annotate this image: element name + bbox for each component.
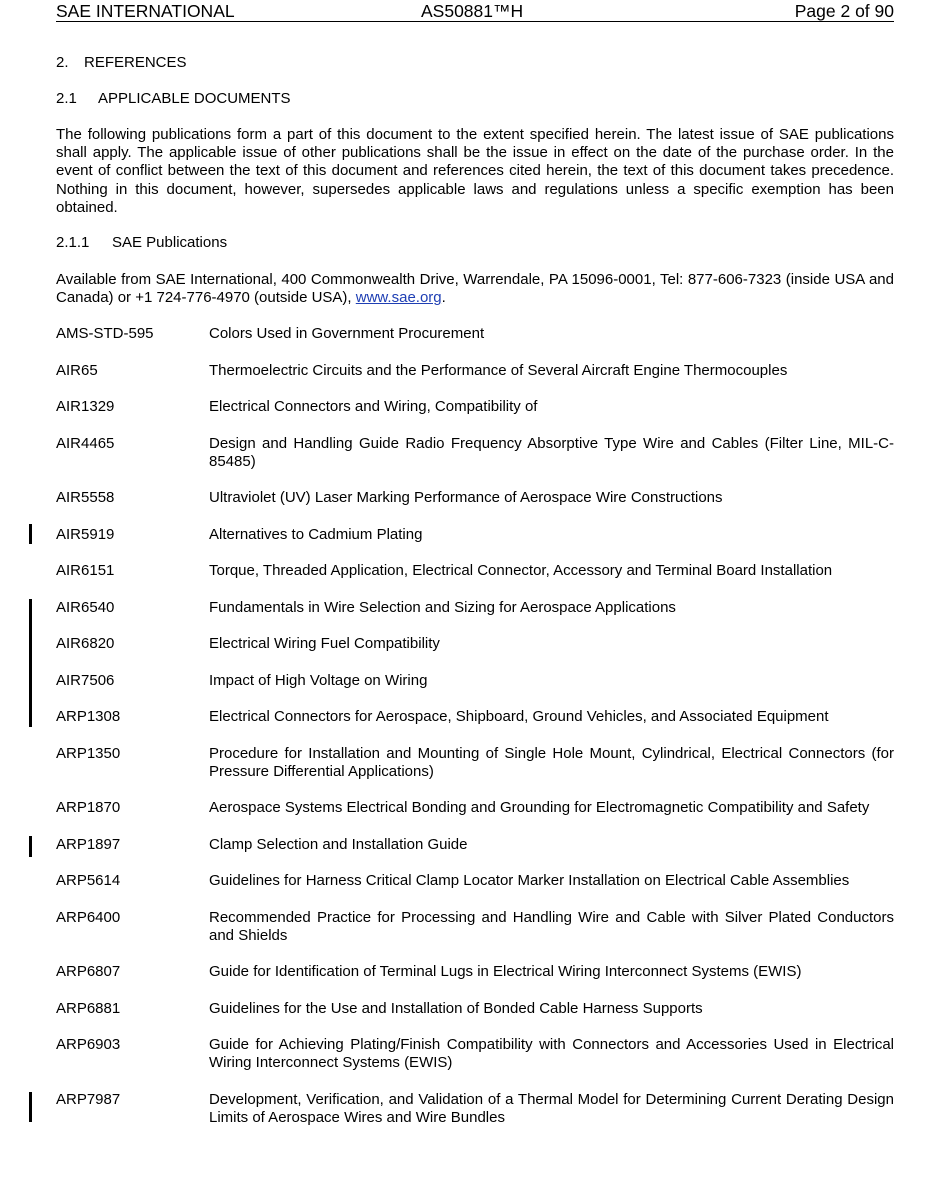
subsection-number: 2.1 [56,90,77,107]
reference-code: AIR6540 [56,599,115,616]
reference-title: Guide for Achieving Plating/Finish Compatibility with Connectors and Accessories Used in Electrical Wiring Interconnect Systems (EWIS) [209,1036,894,1072]
reference-title: Electrical Connectors for Aerospace, Shipboard, Ground Vehicles, and Associated Equipment [209,708,829,725]
availability-period: . [441,289,446,307]
reference-title: Colors Used in Government Procurement [209,325,485,342]
reference-title: Ultraviolet (UV) Laser Marking Performance of Aerospace Wire Constructions [209,489,723,506]
reference-title: Alternatives to Cadmium Plating [209,526,423,543]
reference-code: ARP1897 [56,836,121,853]
reference-code: AIR4465 [56,435,115,452]
reference-code: AIR6151 [56,562,115,579]
reference-title: Electrical Wiring Fuel Compatibility [209,635,440,652]
document-number: AS50881™H [421,1,524,21]
page-number: Page 2 of 90 [794,1,894,21]
reference-title: Aerospace Systems Electrical Bonding and Grounding for Electromagnetic Compatibility and Safety [209,799,870,816]
reference-code: AIR1329 [56,398,115,415]
reference-title: Development, Verification, and Validation of a Thermal Model for Determining Current Derating Design Limits of Aerospace Wires and Wire Bundles [209,1091,894,1127]
reference-title: Clamp Selection and Installation Guide [209,836,468,853]
reference-code: ARP7987 [56,1091,121,1108]
reference-title: Design and Handling Guide Radio Frequency Absorptive Type Wire and Cables (Filter Line, MIL-C-85485) [209,435,894,471]
reference-code: ARP6881 [56,1000,121,1017]
reference-code: AIR5919 [56,526,115,543]
reference-title: Guidelines for Harness Critical Clamp Locator Marker Installation on Electrical Cable Assemblies [209,872,850,889]
reference-title: Torque, Threaded Application, Electrical Connector, Accessory and Terminal Board Installation [209,562,833,579]
section-number: 2. [56,54,69,71]
applicable-documents-paragraph: The following publications form a part of this document to the extent specified herein. The latest issue of SAE publications shall apply. The applicable issue of other publications shall be the issue in effect on the date of the purchase order. In the event of conflict between the text of this document and references cited herein, the text of this document takes precedence. Nothing in this document, however, supersedes applicable laws and regulations unless a specific exemption has been obtained. [56,126,894,216]
reference-title: Electrical Connectors and Wiring, Compatibility of [209,398,538,415]
reference-code: AIR6820 [56,635,115,652]
reference-title: Thermoelectric Circuits and the Performance of Several Aircraft Engine Thermocouples [209,362,788,379]
publisher-name: SAE INTERNATIONAL [56,1,235,21]
reference-code: ARP6400 [56,909,121,926]
subsection-title: APPLICABLE DOCUMENTS [98,90,291,107]
sae-publications-title: SAE Publications [112,234,228,251]
page-header [56,0,894,22]
change-bar-arp1897 [29,836,32,857]
subsection-heading [56,90,291,108]
reference-code: ARP6807 [56,963,121,980]
reference-code: AIR7506 [56,672,115,689]
reference-code: AMS-STD-595 [56,325,154,342]
reference-code: ARP1870 [56,799,121,816]
reference-code: ARP1350 [56,745,121,762]
reference-title: Guidelines for the Use and Installation of Bonded Cable Harness Supports [209,1000,703,1017]
reference-code: AIR5558 [56,489,115,506]
reference-title: Impact of High Voltage on Wiring [209,672,428,689]
change-bar-arp7987 [29,1092,32,1122]
sae-publications-heading [56,234,227,252]
sae-publications-number: 2.1.1 [56,234,90,251]
change-bar-air5919 [29,524,32,544]
availability-text: Available from SAE International, 400 Commonwealth Drive, Warrendale, PA 15096-0001, Tel: 877-606-7323 (inside USA and Canada) or +1 724-776-4970 (outside USA), [56,271,894,307]
reference-title: Procedure for Installation and Mounting of Single Hole Mount, Cylindrical, Electrical Connectors (for Pressure Differential Applications) [209,745,894,781]
sae-website-link[interactable]: www.sae.org [355,289,442,307]
reference-code: ARP1308 [56,708,121,725]
reference-title: Fundamentals in Wire Selection and Sizing for Aerospace Applications [209,599,676,616]
reference-code: ARP5614 [56,872,121,889]
reference-code: AIR65 [56,362,98,379]
section-title: REFERENCES [84,54,187,71]
section-heading [56,54,187,72]
reference-code: ARP6903 [56,1036,121,1053]
change-bar-air6540-arp1308 [29,599,32,727]
reference-title: Recommended Practice for Processing and Handling Wire and Cable with Silver Plated Conductors and Shields [209,909,894,945]
availability-paragraph [56,271,894,307]
reference-title: Guide for Identification of Terminal Lugs in Electrical Wiring Interconnect Systems (EWIS) [209,963,802,980]
